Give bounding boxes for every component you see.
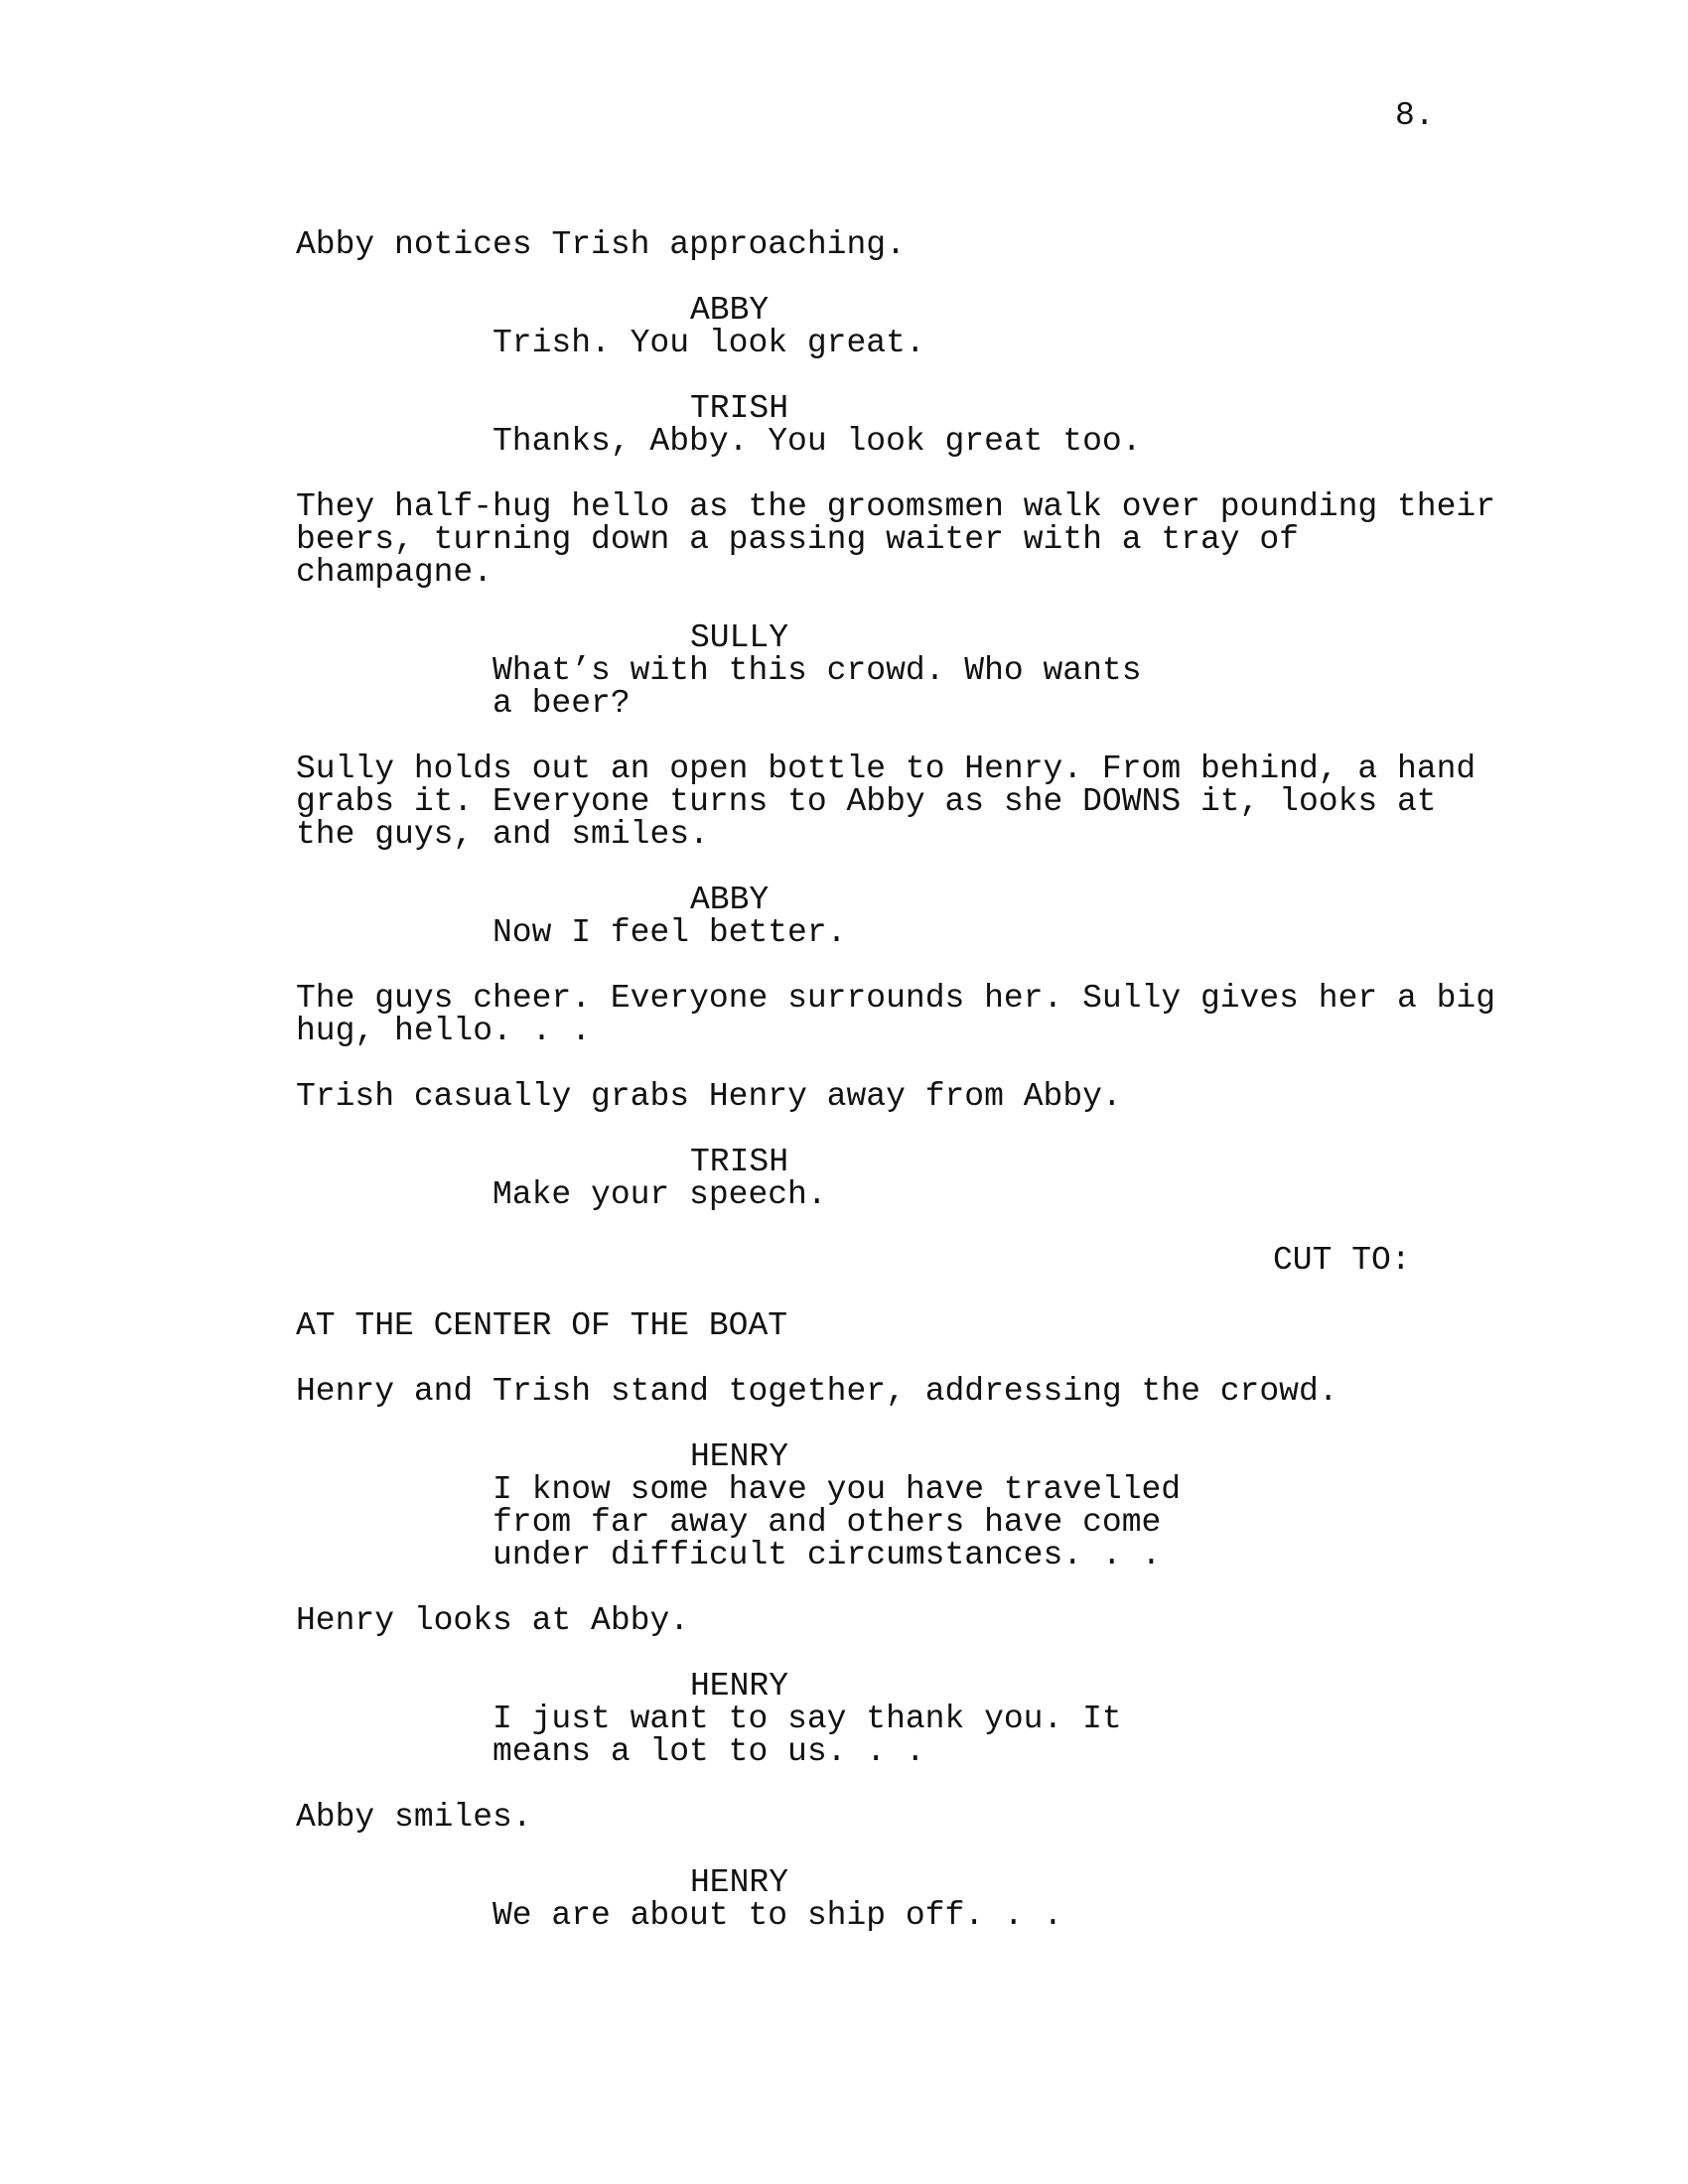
action-line: beers, turning down a passing waiter with a tray of [296, 521, 1299, 558]
character-line: TRISH [690, 1144, 789, 1180]
character-line: HENRY [690, 1864, 789, 1901]
action-line: Abby notices Trish approaching. [296, 226, 906, 263]
action-line: AT THE CENTER OF THE BOAT [296, 1307, 788, 1344]
character-line: ABBY [690, 292, 770, 329]
dialogue-line: Thanks, Abby. You look great too. [492, 423, 1142, 460]
character-line: TRISH [690, 390, 789, 427]
action-line: The guys cheer. Everyone surrounds her. Sully gives her a big [296, 980, 1495, 1017]
dialogue-line: We are about to ship off. . . [492, 1897, 1063, 1934]
action-line: Sully holds out an open bottle to Henry. From behind, a hand [296, 751, 1477, 787]
character-line: ABBY [690, 882, 770, 918]
dialogue-line: Make your speech. [492, 1176, 827, 1213]
character-line: SULLY [690, 619, 789, 656]
action-line: Abby smiles. [296, 1799, 532, 1836]
action-line: grabs it. Everyone turns to Abby as she DOWNS it, looks at [296, 783, 1437, 820]
character-line: HENRY [690, 1668, 789, 1705]
dialogue-line: What’s with this crowd. Who wants [492, 652, 1142, 689]
action-line: Henry looks at Abby. [296, 1602, 690, 1639]
action-line: Trish casually grabs Henry away from Abby. [296, 1078, 1122, 1115]
action-line: champagne. [296, 554, 493, 591]
dialogue-line: Now I feel better. [492, 914, 847, 951]
action-line: They half-hug hello as the groomsmen walk over pounding their [296, 488, 1495, 525]
action-line: Henry and Trish stand together, addressing the crowd. [296, 1373, 1338, 1410]
dialogue-line: I just want to say thank you. It [492, 1701, 1122, 1737]
dialogue-line: Trish. You look great. [492, 325, 925, 361]
dialogue-line: from far away and others have come [492, 1504, 1162, 1541]
dialogue-line: under difficult circumstances. . . [492, 1537, 1162, 1573]
action-line: the guys, and smiles. [296, 816, 709, 853]
character-line: HENRY [690, 1438, 789, 1475]
page-number: 8. [1395, 97, 1435, 134]
transition-line: CUT TO: [1273, 1242, 1411, 1279]
dialogue-line: I know some have you have travelled [492, 1471, 1182, 1508]
dialogue-line: means a lot to us. . . [492, 1733, 925, 1770]
action-line: hug, hello. . . [296, 1013, 592, 1049]
dialogue-line: a beer? [492, 685, 631, 722]
